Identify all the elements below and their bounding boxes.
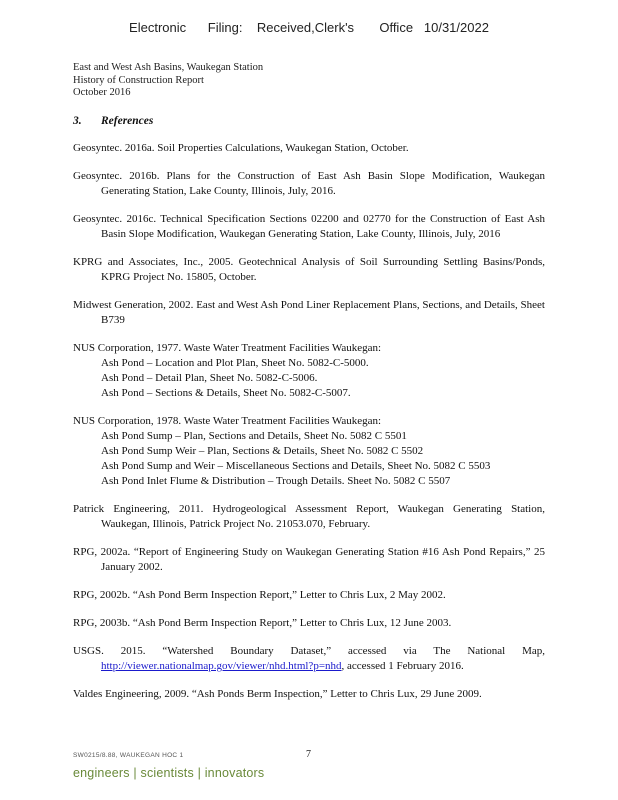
reference-sheet-line: Ash Pond Inlet Flume & Distribution – Trough Details. Sheet No. 5082 C 5507: [101, 475, 451, 487]
reference-text: NUS Corporation, 1978. Waste Water Treatment Facilities Waukegan:: [73, 415, 382, 427]
reference-sheet-line: Ash Pond Sump and Weir – Miscellaneous Sections and Details, Sheet No. 5082 C 5503: [101, 460, 491, 472]
reference-text: KPRG and Associates, Inc., 2005. Geotechnical Analysis of Soil Surrounding Settling Basins/Ponds, KPRG Project No. 15805, October.: [73, 256, 545, 283]
reference-sheet-line: Ash Pond Sump Weir – Plan, Sections & Details, Sheet No. 5082 C 5502: [101, 445, 424, 457]
reference-entry: [73, 687, 545, 702]
reference-list: [73, 141, 545, 715]
reference-text: Geosyntec. 2016b. Plans for the Construction of East Ash Basin Slope Modification, Waukegan Generating Station, Lake County, Illinois, July, 2016.: [73, 170, 545, 197]
reference-text: USGS. 2015. “Watershed Boundary Dataset,” accessed via The National Map,: [73, 645, 545, 657]
reference-entry: [73, 414, 545, 489]
reference-entry: [73, 341, 545, 401]
reference-text: Geosyntec. 2016a. Soil Properties Calculations, Waukegan Station, October.: [73, 142, 409, 154]
reference-entry: [73, 298, 545, 328]
header-line-date: October 2016: [73, 87, 131, 98]
reference-entry: [73, 502, 545, 532]
section-number: 3.: [73, 115, 82, 127]
company-tagline: engineers | scientists | innovators: [73, 766, 265, 780]
document-header: [73, 62, 263, 100]
header-line-report: History of Construction Report: [73, 74, 204, 86]
reference-sheet-line: Ash Pond – Location and Plot Plan, Sheet No. 5082-C-5000.: [101, 357, 369, 369]
electronic-filing-stamp: Electronic Filing: Received,Clerk's Office 10/31/2022: [129, 20, 489, 35]
reference-entry: [73, 169, 545, 199]
reference-text: NUS Corporation, 1977. Waste Water Treatment Facilities Waukegan:: [73, 342, 382, 354]
footer-document-code: SW0215/8.88, WAUKEGAN HOC 1: [73, 752, 184, 759]
header-line-site: East and West Ash Basins, Waukegan Station: [73, 62, 264, 73]
reference-sheet-line: Ash Pond – Sections & Details, Sheet No. 5082-C-5007.: [101, 387, 351, 399]
section-heading: [73, 115, 153, 127]
section-title: References: [101, 115, 154, 127]
reference-text: RPG, 2002a. “Report of Engineering Study on Waukegan Generating Station #16 Ash Pond Repairs,” 25 January 2002.: [73, 546, 545, 573]
reference-text-after-link: , accessed 1 February 2016.: [341, 660, 464, 672]
page-number: 7: [306, 749, 311, 760]
reference-entry: [73, 255, 545, 285]
reference-text: Geosyntec. 2016c. Technical Specification Sections 02200 and 02770 for the Construction of East Ash Basin Slope Modification, Waukegan Generating Station, Lake County, Illinois, July, 2016: [73, 213, 545, 240]
reference-text: RPG, 2003b. “Ash Pond Berm Inspection Report,” Letter to Chris Lux, 12 June 2003.: [73, 617, 452, 629]
reference-text: RPG, 2002b. “Ash Pond Berm Inspection Report,” Letter to Chris Lux, 2 May 2002.: [73, 589, 446, 601]
reference-entry: [73, 141, 545, 156]
reference-sheet-line: Ash Pond Sump – Plan, Sections and Details, Sheet No. 5082 C 5501: [101, 430, 407, 442]
reference-entry: [73, 588, 545, 603]
reference-text: Patrick Engineering, 2011. Hydrogeological Assessment Report, Waukegan Generating Station, Waukegan, Illinois, Patrick Project No. 21053.070, February.: [73, 503, 545, 530]
reference-text: Valdes Engineering, 2009. “Ash Ponds Berm Inspection,” Letter to Chris Lux, 29 June 2009.: [73, 688, 482, 700]
reference-entry: [73, 644, 545, 674]
reference-text: Midwest Generation, 2002. East and West Ash Pond Liner Replacement Plans, Sections, and Details, Sheet B739: [73, 299, 545, 326]
reference-entry: [73, 545, 545, 575]
reference-link[interactable]: http://viewer.nationalmap.gov/viewer/nhd.html?p=nhd: [101, 660, 342, 672]
reference-sheet-line: Ash Pond – Detail Plan, Sheet No. 5082-C-5006.: [101, 372, 318, 384]
reference-entry: [73, 212, 545, 242]
reference-entry: [73, 616, 545, 631]
